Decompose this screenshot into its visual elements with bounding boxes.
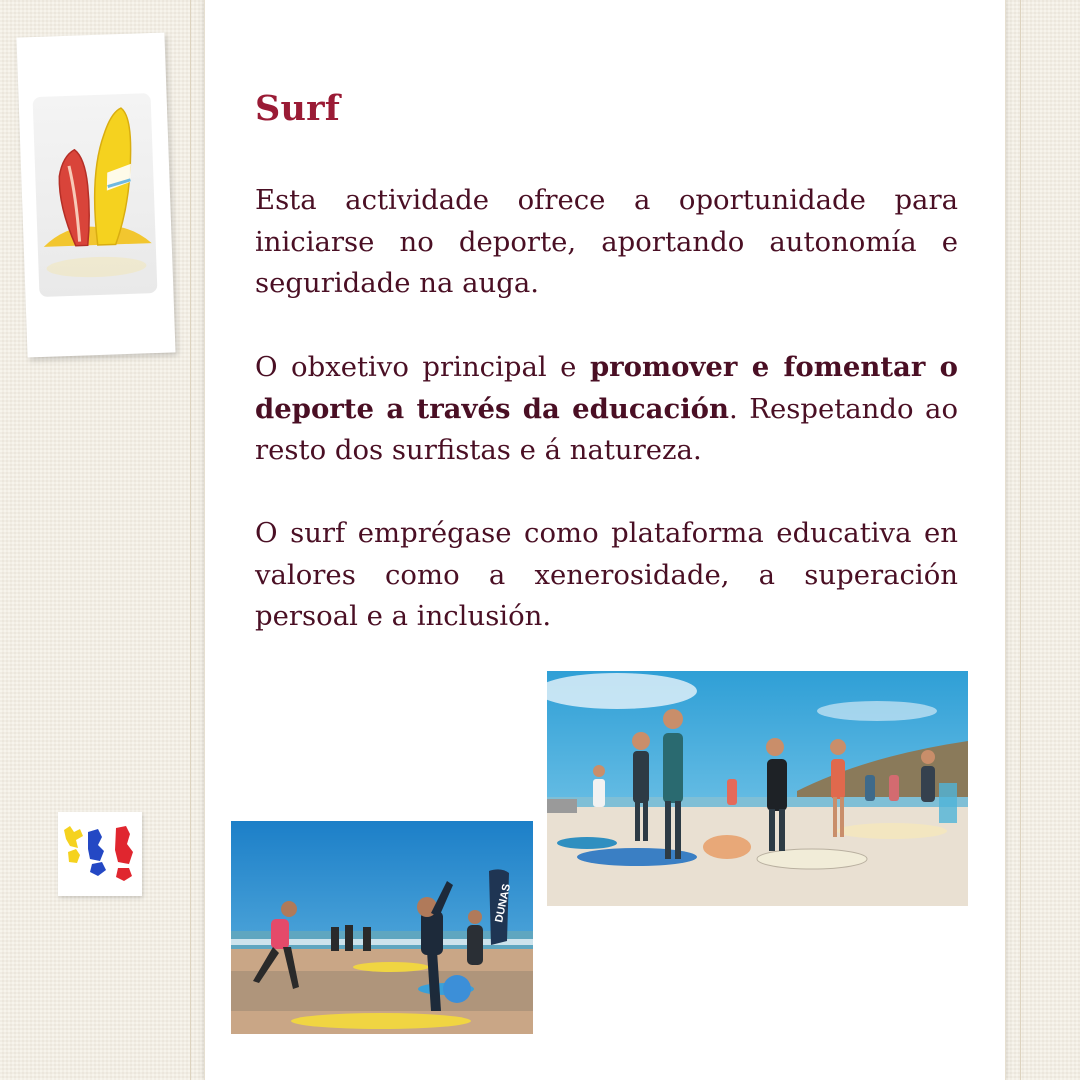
left-border-line	[190, 0, 191, 1080]
paragraph-objective-highlight: promover e fomentar o deporte a través da educación	[255, 351, 958, 425]
paragraph-objective	[255, 347, 958, 472]
page-title: Surf	[255, 88, 341, 129]
surfboard-icon	[33, 93, 158, 297]
paragraph-objective-start: O obxetivo principal e	[255, 351, 590, 383]
logo-card	[58, 812, 142, 896]
paragraph-values: O surf emprégase como plataforma educativa en valores como a xenerosidade, a superación persoal e a inclusión.	[255, 517, 958, 632]
colorful-figures-logo	[58, 812, 142, 896]
surfboard-card	[16, 33, 175, 358]
surfboard-tile	[33, 93, 158, 297]
paragraph-intro: Esta actividade ofrece a oportunidade para iniciarse no deporte, aportando autonomía e seguridade na auga.	[255, 184, 958, 299]
surf-class-group-photo	[547, 671, 968, 906]
right-border-line	[1020, 0, 1021, 1080]
banner-text: DUNAS	[493, 882, 514, 924]
paragraph-objective-end: . Respetando ao resto dos surfistas e á natureza.	[255, 392, 959, 466]
surf-beach-training-photo	[231, 821, 533, 1034]
